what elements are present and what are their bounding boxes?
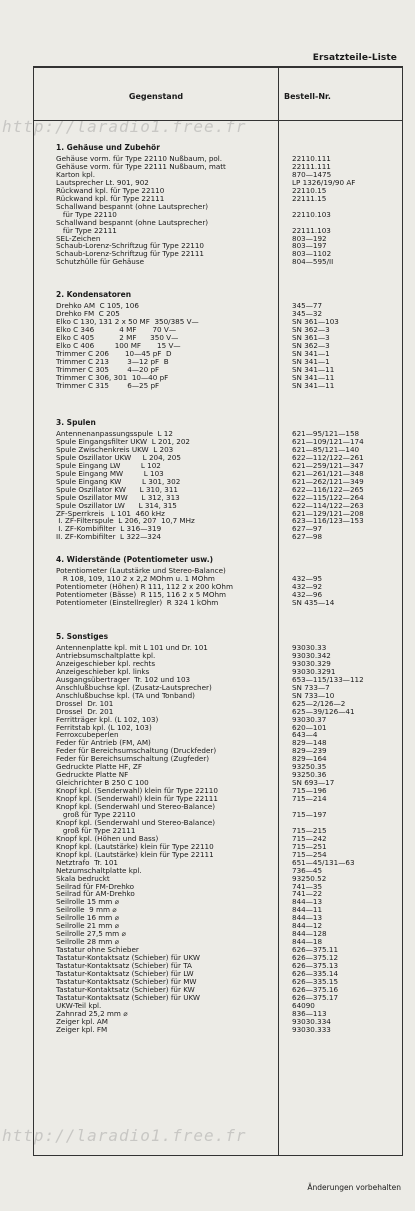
part-description: Ferroxcubeperlen (56, 730, 119, 740)
part-description: Lautsprecher Lt. 901, 902 (56, 177, 149, 187)
order-number: 844—128 (292, 929, 327, 939)
part-description: Drehko FM C 205 (56, 308, 120, 318)
part-description: II. ZF-Kombifilter L 322—324 (56, 532, 161, 542)
order-number: SN 341—11 (292, 364, 335, 374)
order-number: 627—98 (292, 532, 323, 542)
part-description: Tastatur-Kontaktsatz (Schieber) für MW (56, 976, 197, 986)
part-description: Seilrolle 28 mm ⌀ (56, 937, 119, 947)
part-description: Anzeigeschieber kpl. links (56, 666, 150, 676)
order-number: 22111.103 (292, 225, 331, 235)
order-number: 844—18 (292, 937, 323, 947)
part-description: Karton kpl. (56, 169, 96, 179)
section-title: 3. Spulen (56, 418, 96, 427)
order-number: 22110.103 (292, 209, 331, 219)
part-description: Gleichrichter B 250 C 100 (56, 778, 149, 788)
order-number: 626—375.12 (292, 953, 339, 963)
part-description: Anschlußbuchse kpl. (Zusatz-Lautsprecher) (56, 682, 212, 692)
part-description: Anschlußbuchse kpl. (TA und Tonband) (56, 690, 195, 700)
order-number: 626—335.15 (292, 976, 339, 986)
order-number: 93030.329 (292, 658, 331, 668)
part-description: UKW-Teil kpl. (56, 1000, 102, 1010)
part-description: Tastatur-Kontaktsatz (Schieber) für UKW (56, 953, 201, 963)
part-description: Schaub-Lorenz-Schriftzug für Type 22110 (56, 241, 205, 251)
part-description: I. ZF-Kombifilter L 316—319 (56, 524, 162, 534)
order-number: 621—259/121—347 (292, 460, 364, 470)
part-description: SEL-Zeichen (56, 233, 101, 243)
part-description: Knopf kpl. (Lautstärke) klein für Type 22111 (56, 849, 214, 859)
order-number: 803—192 (292, 233, 327, 243)
part-description: Feder für Bereichsumschaltung (Zugfeder) (56, 754, 210, 764)
order-number: 93030.333 (292, 1024, 331, 1034)
part-description: Drehko AM C 105, 106 (56, 301, 139, 310)
watermark-bottom: http://laradio1.free.fr (2, 1126, 247, 1145)
footer-note: Änderungen vorbehalten (307, 1183, 401, 1192)
column-header-item: Gegenstand (128, 92, 184, 101)
part-description: Ausgangsübertrager Tr. 102 und 103 (56, 674, 191, 684)
table-row (34, 258, 402, 266)
order-number: SN 341—11 (292, 380, 335, 390)
order-number: 621—95/121—158 (292, 429, 360, 438)
page-title: Ersatzteile-Liste (312, 53, 397, 63)
part-description: Ferritstab kpl. (L 102, 103) (56, 722, 152, 732)
order-number: 93030.33 (292, 643, 327, 652)
order-number: SN 341—11 (292, 372, 335, 382)
part-description: Tastatur-Kontaktsatz (Schieber) für KW (56, 984, 195, 994)
order-number: 736—45 (292, 865, 323, 875)
part-description: Knopf kpl. (Senderwahl und Stereo-Balance) (56, 817, 216, 827)
table-row (34, 1026, 402, 1034)
order-number: 93030.334 (292, 1016, 331, 1026)
order-number: SN 361—103 (292, 316, 339, 326)
part-description: Knopf kpl. (Senderwahl) klein für Type 22110 (56, 786, 218, 796)
part-description: Seilrad für FM-Drehko (56, 881, 135, 891)
part-description: Spule Oszillator LW L 314, 315 (56, 500, 177, 510)
order-number: 715—251 (292, 841, 327, 851)
part-description: Anzeigeschieber kpl. rechts (56, 658, 156, 668)
part-description: Trimmer C 315 6—25 pF (56, 380, 160, 390)
part-description: Potentiometer (Einstellregler) R 324 1 kOhm (56, 597, 219, 607)
part-description: Knopf kpl. (Senderwahl und Stereo-Balance) (56, 802, 216, 811)
part-description: groß für Type 22110 (56, 809, 136, 819)
order-number: SN 362—3 (292, 340, 330, 350)
part-description: Seilrolle 9 mm ⌀ (56, 905, 117, 915)
part-description: Gedruckte Platte HF, ZF (56, 762, 142, 772)
part-description: Antriebsumschaltplatte kpl. (56, 650, 156, 660)
order-number: 627—97 (292, 524, 323, 534)
part-description: Gedruckte Platte NF (56, 770, 129, 780)
order-number: 626—335.14 (292, 968, 339, 978)
part-description: Schaub-Lorenz-Schriftzug für Type 22111 (56, 249, 205, 259)
order-number: 621—109/121—174 (292, 436, 364, 446)
order-number: 621—261/121—348 (292, 468, 364, 478)
order-number: 829—148 (292, 738, 327, 748)
part-description: Spule Zwischenkreis UKW L 203 (56, 444, 174, 454)
part-description: Tastatur ohne Schieber (56, 945, 139, 955)
part-description: Elko C 406 100 MF 15 V— (56, 340, 181, 350)
order-number: 626—375.16 (292, 984, 339, 994)
part-description: Knopf kpl. (Höhen und Bass) (56, 833, 159, 843)
parts-table (33, 67, 403, 1156)
watermark-top: http://laradio1.free.fr (2, 117, 247, 136)
part-description: Spule Eingang MW L 103 (56, 468, 164, 478)
order-number: 622—114/122—263 (292, 500, 364, 510)
order-number: 621—262/121—349 (292, 476, 364, 486)
order-number: 93250.36 (292, 770, 327, 780)
order-number: 741—35 (292, 881, 323, 891)
order-number: 844—11 (292, 905, 323, 915)
part-description: Seilrolle 15 mm ⌀ (56, 897, 119, 907)
part-description: Skala bedruckt (56, 873, 110, 883)
part-description: Netzumschaltplatte kpl. (56, 865, 142, 875)
order-number: SN 361—3 (292, 332, 330, 342)
part-description: Rückwand kpl. für Type 22110 (56, 185, 165, 195)
part-description: Trimmer C 213 3—12 pF B (56, 356, 169, 366)
table-row (34, 382, 402, 390)
order-number: 626—375.11 (292, 945, 339, 955)
part-description: Rückwand kpl. für Type 22111 (56, 193, 165, 203)
order-number: 625—39/126—41 (292, 706, 355, 716)
section-title: 4. Widerstände (Potentiometer usw.) (56, 555, 214, 564)
part-description: Schallwand bespannt (ohne Lautsprecher) (56, 217, 209, 227)
order-number: 715—197 (292, 809, 327, 819)
order-number: SN 733—10 (292, 690, 335, 700)
section-title: 2. Kondensatoren (56, 290, 132, 299)
part-description: Elko C 405 2 MF 350 V— (56, 332, 179, 342)
part-description: Tastatur-Kontaktsatz (Schieber) für LW (56, 968, 194, 978)
part-description: Tastatur-Kontaktsatz (Schieber) für TA (56, 961, 192, 970)
order-number: 803—197 (292, 241, 327, 251)
order-number: 93030.342 (292, 650, 331, 660)
part-description: Seilrolle 21 mm ⌀ (56, 921, 119, 931)
order-number: 622—115/122—264 (292, 492, 364, 502)
order-number: 345—77 (292, 301, 323, 310)
order-number: SN 341—1 (292, 356, 330, 366)
part-description: I. ZF-Filterspule L 206, 207 10,7 MHz (56, 516, 195, 526)
order-number: 829—164 (292, 754, 327, 764)
part-description: Spule Eingang KW L 301, 302 (56, 476, 181, 486)
order-number: 715—215 (292, 825, 327, 835)
order-number: 22111.111 (292, 161, 331, 171)
order-number: 651—45/131—63 (292, 857, 355, 867)
table-row (34, 533, 402, 541)
order-number: SN 733—7 (292, 682, 330, 692)
part-description: Spule Oszillator KW L 310, 311 (56, 484, 178, 494)
order-number: 844—12 (292, 921, 323, 931)
part-description: Schallwand bespannt (ohne Lautsprecher) (56, 201, 209, 211)
order-number: 93250.52 (292, 873, 327, 883)
title-row (33, 53, 403, 67)
order-number: 626—375.17 (292, 992, 339, 1002)
part-description: Drossel Dr. 201 (56, 706, 114, 716)
order-number: 653—115/133—112 (292, 674, 364, 684)
part-description: Drossel Dr. 101 (56, 698, 114, 708)
order-number: 803—1102 (292, 249, 332, 259)
order-number: LP 1326/19/90 AF (292, 177, 356, 187)
part-description: Elko C 130, 131 2 x 50 MF 350/385 V— (56, 316, 199, 326)
order-number: 829—239 (292, 746, 327, 756)
order-number: 93030.3291 (292, 666, 336, 676)
order-number: 715—254 (292, 849, 327, 859)
part-description: Potentiometer (Höhen) R 111, 112 2 x 200 kOhm (56, 581, 233, 591)
order-number: SN 435—14 (292, 597, 335, 607)
part-description: Trimmer C 306, 301 10—40 pF (56, 372, 169, 382)
order-number: 625—2/126—2 (292, 698, 346, 708)
part-description: Gehäuse vorm. für Type 22110 Nußbaum, pol. (56, 154, 223, 163)
order-number: 22111.15 (292, 193, 327, 203)
order-number: 622—116/122—265 (292, 484, 364, 494)
part-description: Trimmer C 305 4—20 pF (56, 364, 160, 374)
part-description: für Type 22111 (56, 225, 117, 235)
part-description: Spule Eingangsfilter UKW L 201, 202 (56, 436, 191, 446)
part-description: Schutzhülle für Gehäuse (56, 257, 145, 267)
order-number: 836—113 (292, 1008, 327, 1018)
order-number: 715—214 (292, 794, 327, 804)
part-description: Zahnrad 25,2 mm ⌀ (56, 1008, 128, 1018)
order-number: SN 362—3 (292, 324, 330, 334)
order-number: 804—595/II (292, 257, 334, 267)
order-number: 345—32 (292, 308, 323, 318)
part-description: Seilrad für AM-Drehko (56, 889, 135, 899)
part-description: Zeiger kpl. AM (56, 1016, 108, 1026)
order-number: 432—96 (292, 589, 323, 599)
order-number: 870—1475 (292, 169, 332, 179)
part-description: Zeiger kpl. FM (56, 1024, 108, 1034)
order-number: 715—196 (292, 786, 327, 796)
order-number: 22110.15 (292, 185, 327, 195)
order-number: 93030.37 (292, 714, 327, 724)
order-number: 432—95 (292, 573, 323, 583)
part-description: R 108, 109, 110 2 x 2,2 MOhm u. 1 MOhm (56, 573, 215, 583)
order-number: SN 341—1 (292, 348, 330, 358)
part-description: Trimmer C 206 10—45 pF D (56, 348, 172, 358)
part-description: Seilrolle 27,5 mm ⌀ (56, 929, 126, 939)
part-description: groß für Type 22111 (56, 825, 136, 835)
order-number: 432—92 (292, 581, 323, 591)
order-number: 626—375.13 (292, 961, 339, 970)
order-number: 643—4 (292, 730, 318, 740)
part-description: Antennenanpassungsspule L 12 (56, 429, 173, 438)
part-description: Knopf kpl. (Lautstärke) klein für Type 22110 (56, 841, 214, 851)
part-description: Feder für Antrieb (FM, AM) (56, 738, 151, 748)
order-number: 620—101 (292, 722, 327, 732)
order-number: 22110.111 (292, 154, 331, 163)
part-description: für Type 22110 (56, 209, 117, 219)
order-number: 741—22 (292, 889, 323, 899)
part-description: Spule Oszillator UKW L 204, 205 (56, 452, 181, 462)
order-number: 623—116/123—153 (292, 516, 364, 526)
section-title: 5. Sonstiges (56, 632, 109, 641)
order-number: 715—242 (292, 833, 327, 843)
section-title: 1. Gehäuse und Zubehör (56, 143, 160, 152)
order-number: 93250.35 (292, 762, 327, 772)
part-description: Potentiometer (Lautstärke und Stereo-Balance) (56, 566, 226, 575)
order-number: 622—112/122—261 (292, 452, 364, 462)
part-description: Spule Oszillator MW L 312, 313 (56, 492, 180, 502)
table-row (34, 599, 402, 607)
part-description: Gehäuse vorm. für Type 22111 Nußbaum, matt (56, 161, 226, 171)
part-description: ZF-Sperrkreis L 101 460 kHz (56, 508, 165, 518)
part-description: Potentiometer (Bässe) R 115, 116 2 x 5 MOhm (56, 589, 227, 599)
part-description: Spule Eingang LW L 102 (56, 460, 161, 470)
part-description: Ferritträger kpl. (L 102, 103) (56, 714, 159, 724)
part-description: Netztrafo Tr. 101 (56, 857, 118, 867)
order-number: 64090 (292, 1000, 315, 1010)
part-description: Knopf kpl. (Senderwahl) klein für Type 22111 (56, 794, 218, 804)
order-number: 621—129/121—208 (292, 508, 364, 518)
part-description: Feder für Bereichsumschaltung (Druckfeder) (56, 746, 217, 756)
order-number: 844—13 (292, 913, 323, 923)
part-description: Tastatur-Kontaktsatz (Schieber) für UKW (56, 992, 201, 1002)
order-number: SN 693—17 (292, 778, 335, 788)
order-number: 844—13 (292, 897, 323, 907)
header-rule (34, 120, 402, 121)
order-number: 621—85/121—140 (292, 444, 360, 454)
part-description: Seilrolle 16 mm ⌀ (56, 913, 119, 923)
part-description: Antennenplatte kpl. mit L 101 und Dr. 101 (56, 643, 208, 652)
column-header-order-no: Bestell-Nr. (284, 92, 331, 101)
part-description: Elko C 346 4 MF 70 V— (56, 324, 177, 334)
